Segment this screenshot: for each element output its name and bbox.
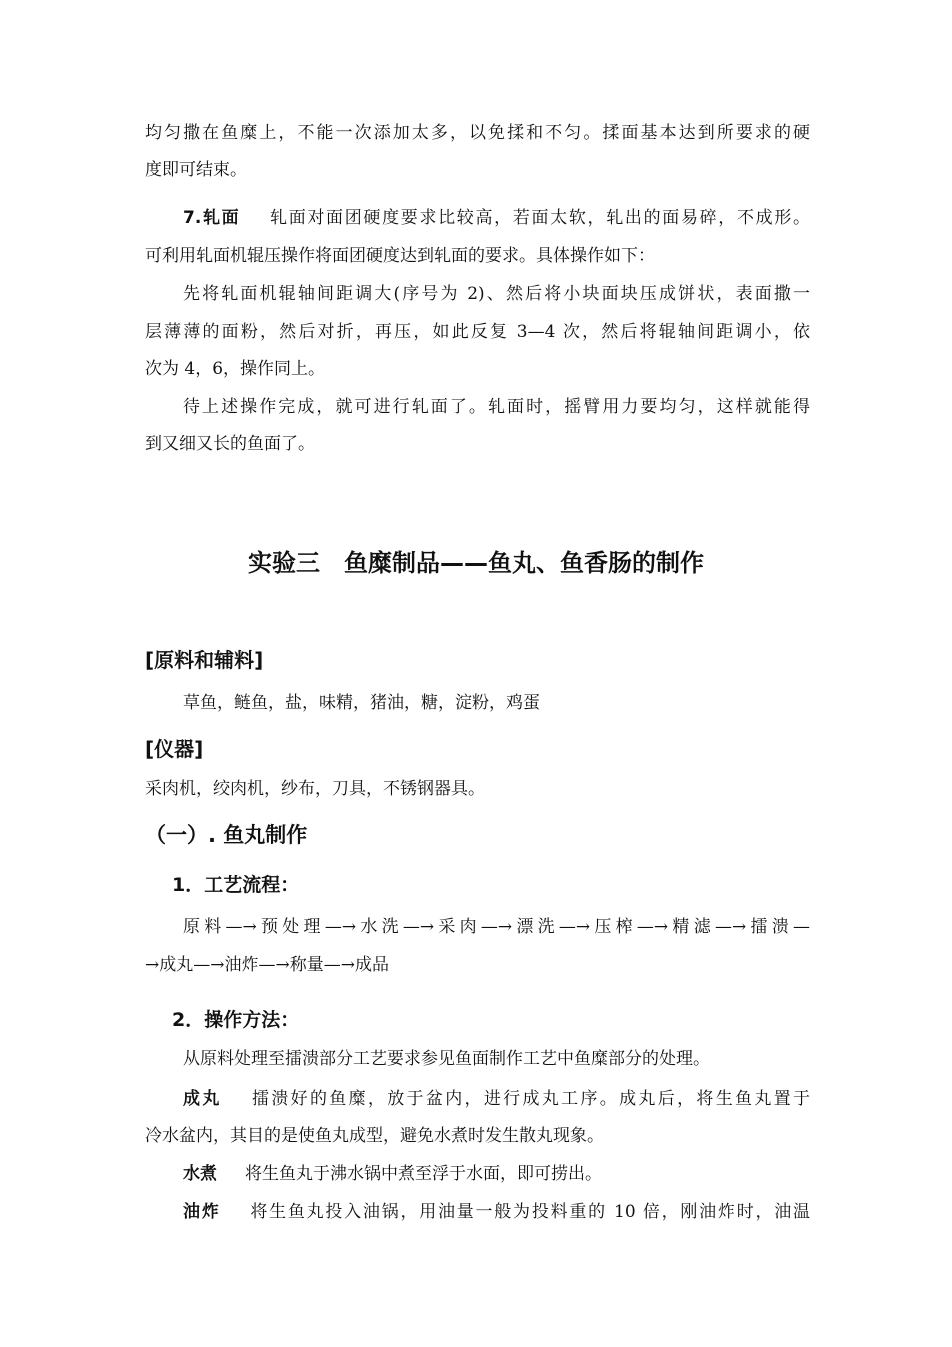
section-1-heading: （一）. 鱼丸制作: [145, 823, 308, 847]
step-fry: [183, 1200, 810, 1224]
paragraph-line: 度即可结束。: [145, 160, 247, 180]
paragraph-line: 层薄薄的面粉，然后对折，再压，如此反复 3—4 次，然后将辊轴间距调小，依: [145, 322, 810, 342]
step-label: 水煮: [183, 1164, 217, 1184]
materials-text: 草鱼，鲢鱼，盐，味精，猪油，糖，淀粉，鸡蛋: [183, 693, 540, 713]
step-form-balls: [183, 1087, 810, 1111]
step-boil: [183, 1162, 810, 1186]
step-7-label: 轧面: [201, 208, 241, 228]
flow-line: →成丸—→油炸—→称量—→成品: [145, 955, 389, 975]
step-7-number: 7.: [183, 208, 202, 228]
instruments-text: 采肉机，绞肉机，纱布，刀具，不锈钢器具。: [145, 779, 485, 799]
paragraph-line: 均匀撒在鱼糜上，不能一次添加太多，以免揉和不匀。揉面基本达到所要求的硬: [145, 123, 810, 143]
flow-line: 原料—→预处理—→水洗—→采肉—→漂洗—→压榨—→精滤—→擂溃—: [183, 917, 810, 937]
step-7-text: 轧面对面团硬度要求比较高，若面太软，轧出的面易碎，不成形。: [268, 208, 811, 228]
step-text: 将生鱼丸于沸水锅中煮至浮于水面，即可捞出。: [245, 1164, 602, 1184]
flow-heading: 1．工艺流程：: [172, 874, 300, 896]
paragraph-line: 到又细又长的鱼面了。: [145, 434, 315, 454]
method-heading: 2．操作方法：: [172, 1009, 300, 1031]
experiment-title: 实验三 鱼糜制品——鱼丸、鱼香肠的制作: [248, 549, 704, 577]
step-label: 成丸: [183, 1089, 222, 1109]
step-7-line: [183, 206, 810, 230]
step-label: 油炸: [183, 1202, 221, 1222]
step-text: 擂溃好的鱼糜，放于盆内，进行成丸工序。成丸后，将生鱼丸置于: [249, 1089, 811, 1109]
materials-heading: [原料和辅料]: [145, 648, 264, 672]
paragraph-line: 待上述操作完成，就可进行轧面了。轧面时，摇臂用力要均匀，这样就能得: [183, 397, 810, 417]
paragraph-line: 冷水盆内，其目的是使鱼丸成型，避免水煮时发生散丸现象。: [145, 1126, 604, 1146]
paragraph-line: 可利用轧面机辊压操作将面团硬度达到轧面的要求。具体操作如下：: [145, 246, 655, 266]
method-intro: 从原料处理至擂溃部分工艺要求参见鱼面制作工艺中鱼糜部分的处理。: [183, 1049, 710, 1069]
instruments-heading: [仪器]: [145, 737, 204, 761]
step-text: 将生鱼丸投入油锅，用油量一般为投料重的 10 倍，刚油炸时，油温: [248, 1202, 810, 1222]
paragraph-line: 次为 4，6，操作同上。: [145, 359, 326, 379]
paragraph-line: 先将轧面机辊轴间距调大(序号为 2)、然后将小块面块压成饼状，表面撒一: [183, 284, 810, 304]
